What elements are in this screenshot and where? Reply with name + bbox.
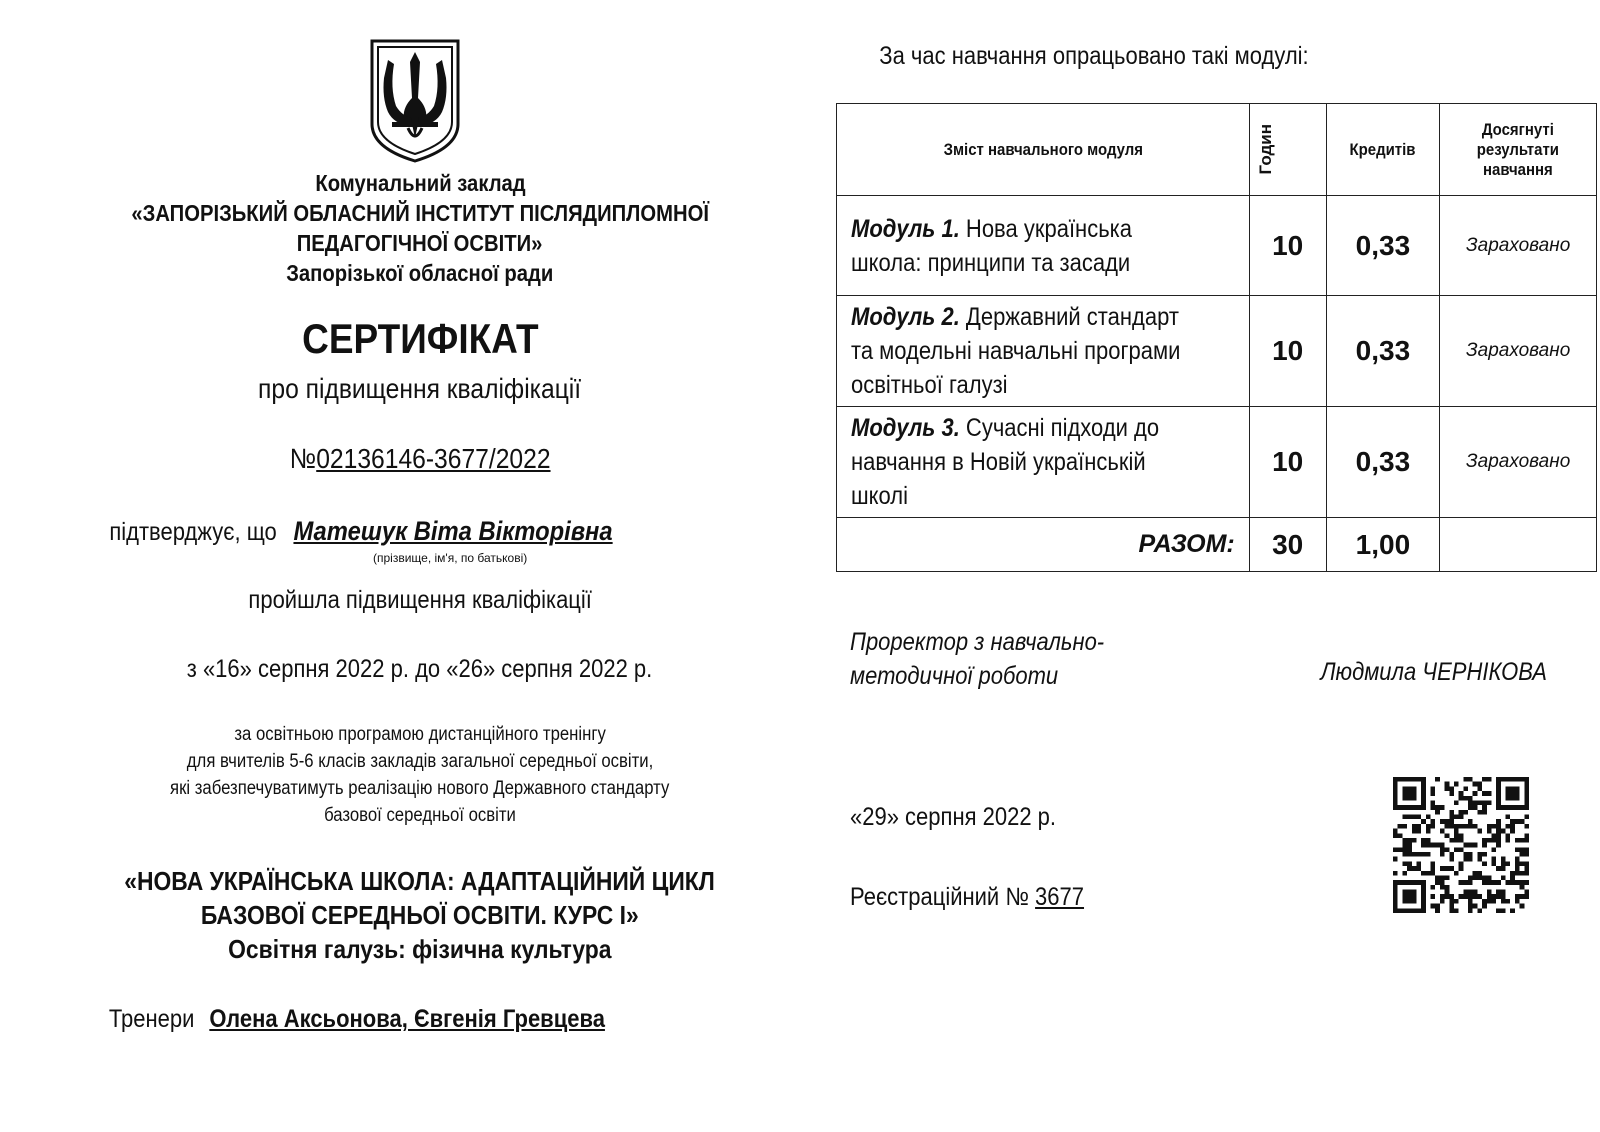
program-description [80, 721, 760, 829]
course-line1: «НОВА УКРАЇНСЬКА ШКОЛА: АДАПТАЦІЙНИЙ ЦИКЛ [124, 866, 716, 896]
institution-name [80, 168, 760, 288]
header-credits: Кредитів [1326, 104, 1440, 196]
total-result [1440, 518, 1597, 572]
table-total-row [837, 518, 1597, 572]
signer-position-line2: методичної роботи [850, 662, 1059, 690]
qr-code-icon [1393, 777, 1529, 913]
training-dates: з «16» серпня 2022 р. до «26» серпня 2022 р. [187, 655, 653, 683]
program-line: для вчителів 5-6 класів закладів загальної середньої освіти, [186, 751, 654, 772]
certificate-subtitle: про підвищення кваліфікації [258, 373, 582, 404]
header-content: Зміст навчального модуля [837, 104, 1250, 196]
header-results: Досягнуті результати навчання [1440, 104, 1597, 196]
issue-date: «29» серпня 2022 р. [850, 803, 1057, 831]
modules-intro: За час навчання опрацьовано такі модулі: [879, 42, 1309, 70]
institution-line2: «ЗАПОРІЗЬКИЙ ОБЛАСНИЙ ІНСТИТУТ ПІСЛЯДИПЛОМНОЇ [131, 200, 709, 226]
course-line2: БАЗОВОЇ СЕРЕДНЬОЇ ОСВІТИ. КУРС І» [201, 900, 639, 930]
total-hours: 30 [1249, 518, 1326, 572]
module-credits: 0,33 [1326, 196, 1440, 296]
institution-line3: ПЕДАГОГІЧНОЇ ОСВІТИ» [297, 230, 543, 256]
module-hours: 10 [1249, 196, 1326, 296]
total-credits: 1,00 [1326, 518, 1440, 572]
trainers-label: Тренери [108, 1005, 195, 1033]
module-credits: 0,33 [1326, 407, 1440, 518]
program-line: базової середньої освіти [324, 805, 516, 826]
confirm-line [75, 516, 647, 547]
module-result: Зараховано [1440, 196, 1597, 296]
module-hours: 10 [1249, 296, 1326, 407]
signer-name: Людмила ЧЕРНІКОВА [1320, 658, 1547, 686]
table-row [837, 296, 1597, 407]
trainers-line [75, 1005, 639, 1034]
tryzub-coat-of-arms-icon [368, 38, 462, 164]
table-row [837, 407, 1597, 518]
modules-table [836, 103, 1597, 572]
module-result: Зараховано [1440, 407, 1597, 518]
passed-text: пройшла підвищення кваліфікації [248, 586, 592, 614]
total-label: РАЗОМ: [837, 518, 1250, 572]
program-line: за освітньою програмою дистанційного тренінгу [234, 724, 606, 745]
course-line3: Освітня галузь: фізична культура [228, 934, 612, 964]
signer-position [850, 625, 1139, 693]
registration-number: Реєстраційний № 3677 [850, 883, 1085, 911]
module-credits: 0,33 [1326, 296, 1440, 407]
institution-line1: Комунальний заклад [314, 170, 526, 196]
certificate-number: №02136146-3677/2022 [289, 443, 551, 474]
header-hours: Годин [1249, 104, 1326, 196]
confirm-text: підтверджує, що [109, 518, 277, 546]
trainers-names: Олена Аксьонова, Євгенія Гревцева [209, 1005, 605, 1033]
module-content: Модуль 2. Державний стандарт та модельні навчальні програми освітньої галузі [837, 296, 1250, 407]
table-row [837, 196, 1597, 296]
module-content: Модуль 3. Сучасні підходи до навчання в Новій українській школі [837, 407, 1250, 518]
table-header-row [837, 104, 1597, 196]
certificate-title: СЕРТИФІКАТ [301, 315, 539, 362]
module-content: Модуль 1. Нова українська школа: принципи та засади [837, 196, 1250, 296]
signer-position-line1: Проректор з навчально- [850, 628, 1105, 656]
program-line: які забезпечуватимуть реалізацію нового Державного стандарту [170, 778, 670, 799]
course-title [60, 864, 780, 966]
institution-line4: Запорізької обласної ради [286, 260, 554, 286]
module-hours: 10 [1249, 407, 1326, 518]
module-result: Зараховано [1440, 296, 1597, 407]
recipient-hint: (прізвище, ім'я, по батькові) [373, 551, 528, 565]
recipient-name: Матешук Віта Вікторівна [293, 516, 613, 546]
